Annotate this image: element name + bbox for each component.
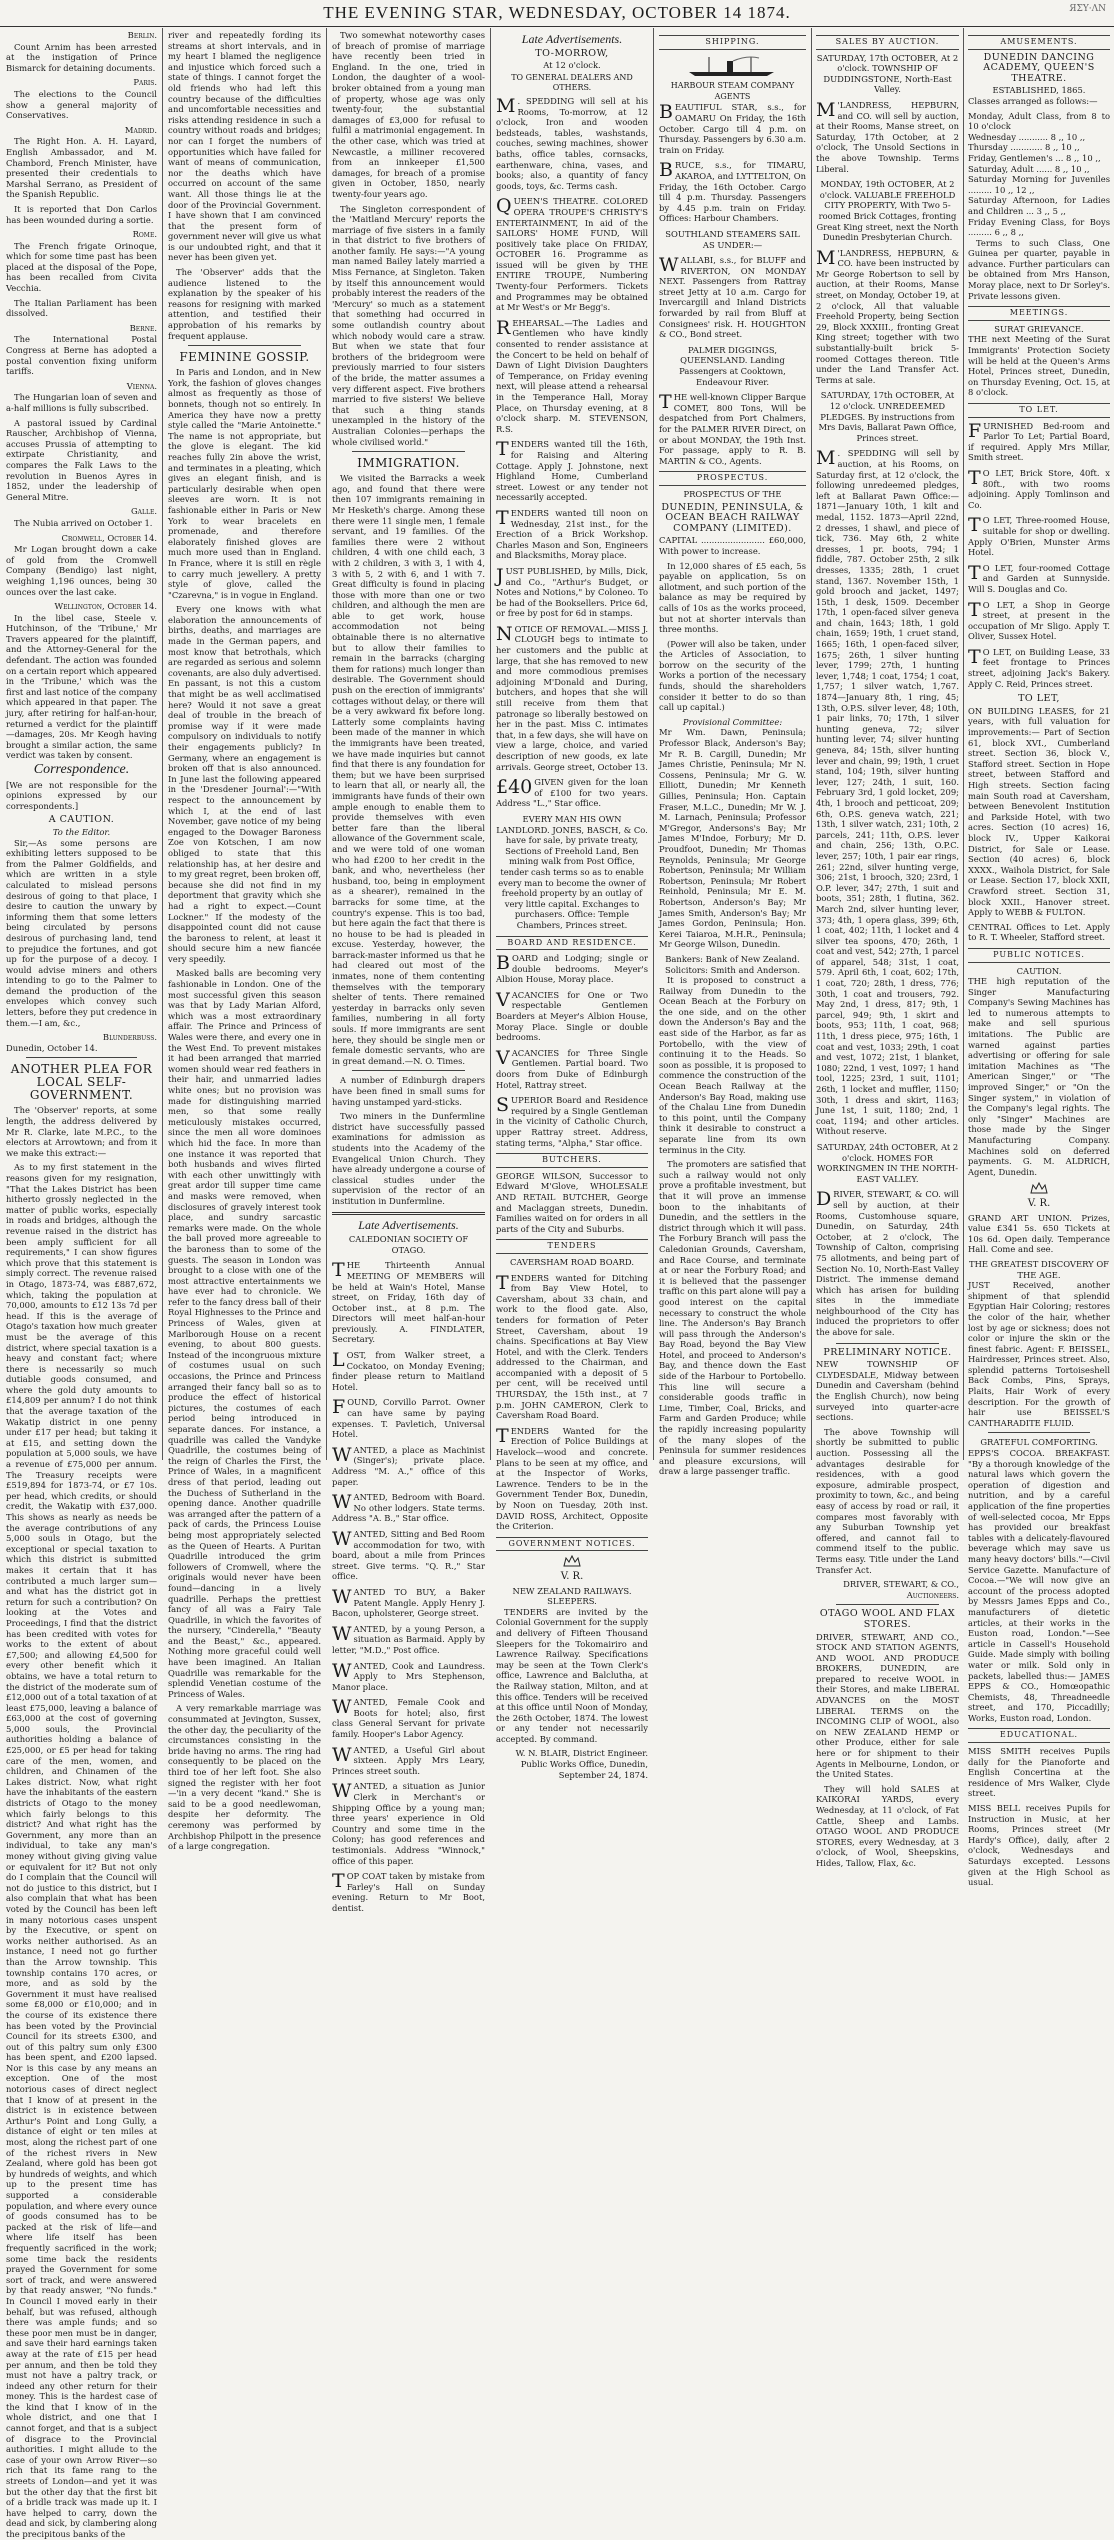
classified-ad <box>496 814 648 931</box>
classified-ad-text: ANTED, by a young Person, a situation as Barmaid. Apply by letter, "M.D.," Post office. <box>332 1623 485 1655</box>
board-ad <box>496 953 648 985</box>
class-row: Monday, Adult Class, from 8 to 10 o'clock <box>968 110 1110 132</box>
classified-ad <box>332 1781 485 1866</box>
tenders-heading: TENDERS <box>496 1239 648 1254</box>
telegram-item: The Right Hon. A. H. Layard, English Ambassador, and M. Chambord, French Minister, have presented their credentials to Marshal Serrano, as President of the Spanish Republic. <box>6 136 157 200</box>
steamship-icon <box>659 55 806 77</box>
drop-cap: W <box>332 1622 352 1645</box>
drop-cap: T <box>496 1271 509 1294</box>
caution-date: Dunedin, October 14. <box>6 1042 98 1053</box>
tender-ad <box>496 1257 648 1268</box>
classified-ad-text: HE Thirteenth Annual MEETING OF MEMBERS will be held at Wain's Hotel, Manse street, on Friday, 16th day of October inst., at 8 p.m. The Directors will meet half-an-hour previously. A. FINDLATER, Secretary. <box>332 1260 485 1345</box>
class-row: Saturday, Adult ...... 8 ,, 10 ,, <box>968 163 1090 174</box>
epps-title: GRATEFUL COMFORTING. <box>980 1437 1098 1448</box>
classified-ad-text: GIVEN given for the loan of £100 for two years. Address "L.," Star office. <box>496 777 648 809</box>
auction-ad <box>816 100 959 174</box>
preliminary-body: The above Township will shortly be submitted to public auction. Possessing all the advantages desirable for residences, with a good exposure, admirable prospect, proximity to town, &c., and being easy of access by road or rail, it compares most favorably with any Suburban Township yet offered, and cannot fail to commend itself to the public. Terms easy. Title under the Land Transfer Act. <box>816 1426 959 1575</box>
classified-ad <box>496 96 648 191</box>
public-notices-heading: PUBLIC NOTICES. <box>968 948 1110 963</box>
divider <box>188 345 301 346</box>
tender-ad-text: ENDERS Wanted for the Erection of Police Buildings at Havelock—wood and concrete. Plans to be seen at my office, and at the Inspector of Works, Lawrence. Tenders to be in the Government Tender Box, Dunedin, by Noon on Tuesday, 20th inst. DAVID ROSS, Architect, Opposite the Criterion. <box>496 1425 648 1532</box>
gossip-paragraph: Every one knows with what elaboration the announcements of births, deaths, and marriages are made in the German papers, and most know that betrothals, which are regarded as serious and solemn covenants, are also duly advertised. En passant, is not this a custom that might be as well acclimatised here? Would it not save a great deal of trouble in the breach of promise way if it were made compulsory on individuals to notify their engagements publicly? In Germany, where an engagement is broken off that is also announced. In June last the following appeared in the 'Dresdener Journal':—"With respect to the announcement by which I, at the end of last November, gave notice of my being engaged to the Dowager Baroness Zoe von Kotschen, I am now obliged to state that this relationship has, at her desire and to my great regret, been broken off, because she did not find in my deportment that gravity which she had a right to expect.—Count Lockner." If the modesty of the disappointed count did not cause the baroness to relent, at least it should secure him a new fiancée very speedily. <box>168 604 321 964</box>
late-ads-list <box>496 96 648 931</box>
to-let-ad <box>968 563 1110 595</box>
dateline: Wellington, October 14. <box>54 601 157 612</box>
classified-ad-text: CALEDONIAN SOCIETY OF OTAGO. <box>348 1234 469 1255</box>
classified-ad-text: EHEARSAL.—The Ladies and Gentlemen who have kindly consented to render assistance at the Concert to be held on behalf of Dawn of Light Division Daughters of Temperance, on Friday evening next, will please attend a rehearsal in the Temperance Hall, Moray Place, on Thursday evening, at 8 o'clock sharp. M. STEVENSON, R.S. <box>496 317 648 434</box>
drop-cap: L <box>332 1349 345 1372</box>
classified-ad <box>332 1661 485 1693</box>
telegram-item: The Italian Parliament has been dissolved. <box>6 297 157 319</box>
government-notice-signature: W. N. BLAIR, District Engineer. Public Works Office, Dunedin, September 24, 1874. <box>515 1748 648 1780</box>
telegram-item: The French frigate Orinoque, which for some time past has been placed at the disposal of the Pope, has been recalled from Civita Vecchia. <box>6 240 157 294</box>
caution-signature: Blunderbuss. <box>102 1032 157 1043</box>
classified-ad <box>332 1697 485 1739</box>
butchers-ad: GEORGE WILSON, Successor to Edward M'Glove, WHOLESALE AND RETAIL BUTCHER, George and Maclaggan streets, Dunedin. Families waited on for orders in all parts of the City and Suburbs. <box>496 1170 648 1234</box>
central-offices-ad: CENTRAL Offices to Let. Apply to R. T. Wheeler, Stafford street. <box>968 921 1110 943</box>
amusements-heading: AMUSEMENTS. <box>968 35 1110 50</box>
classes-intro: Classes arranged as follows:— <box>968 95 1098 106</box>
classified-ad-text: ANTED, a place as Machinist (Singer's); private place. Address "M. A.," office of this paper. <box>332 1444 485 1487</box>
gossip-paragraph: A very remarkable marriage was consummated at Jevington, Sussex, the other day, the peculiarity of the circumstances consisting in the bride having no arms. The ring had consequently to be placed on the third toe of her left foot. She also signed the register with her foot—'in a very decent "kand." She is said to be a good needlewoman, despite her deformity. The ceremony was performed by Archbishop Philpott in the presence of a large congregation. <box>168 1703 321 1852</box>
double-rule <box>332 1212 485 1215</box>
royal-cipher-text: V. R. <box>560 1570 584 1582</box>
tender-ad-text: CAVERSHAM ROAD BOARD. <box>509 1256 635 1267</box>
drop-cap: W <box>332 1696 352 1719</box>
drop-cap: Q <box>496 195 512 218</box>
telegram-item: It is reported that Don Carlos has been wounded during a sortie. <box>6 203 157 225</box>
gossip-paragraph: Masked balls are becoming very fashionable in London. One of the most successful given this season was that by Lady Marian Alford, which was a most extraordinary affair. The Prince and Princess of Wales were there, and every one in the West End. To prevent mistakes it had been arranged that married women should wear red feathers in their hair, and unmarried ladies white ones; but no provision was made for distinguishing married men, so that some really meticulously mistakes occurred, since the men all wore dominoes which hid the face. In more than one instance it was reported that both husbands and wives flirted with each other unwittingly with great ardor till supper time came and masks were removed, when disclosures of gravely interest took place, and sundry sarcastic remarks were made. On the whole the ball proved more agreeable to the baroness than to some of the guests. The season in London was brought to a close with one of the most attractive entertainments we have ever had to chronicle. We refer to the fancy dress ball of their Royal Highnesses to the Prince and Princess of Wales, given at Marlborough House on a recent evening, to about 800 guests. Instead of the incongruous mixture of costumes usual on such occasions, the Prince and Princess arranged their fancy ball so as to produce the effect of historical pictures, the costumes of each period being introduced in separate dances. For instance, a quadrille was called the Vandyke Quadrille, the costumes being of the reign of Charles the First, the Prince of Wales, in a magnificent dress of that period, leading out the Duchess of Sutherland in the opening dance. Another quadrille was arranged after the pattern of a pack of cards, the Princess Louise being most appropriately selected as the Queen of Hearts. A Puritan Quadrille introduced the grim followers of Cromwell, where the originals would never have been found—dancing in a lively quadrille. Perhaps the prettiest fancy of all was a Fairy Tale Quadrille, in which the favorites of the nursery, "Cinderella," "Beauty and the Beast," &c., appeared. Nothing more graceful could well have been imagined. An Italian Quadrille was remarkable for the splendid Venetian costume of the Princess of Wales. <box>168 968 321 1699</box>
caution-to: To the Editor. <box>52 826 111 837</box>
classified-ad-text: ANTED, Sitting and Bed Room accommodation for two, with board, about a mile from Princes street. Give terms. "Q. R.," Star office. <box>332 1528 485 1582</box>
to-let-ad-text: O LET, four-roomed Cottage and Garden at Sunnyside. Will S. Douglas and Co. <box>968 562 1110 594</box>
drop-cap: T <box>968 514 981 537</box>
to-let-heading: TO LET. <box>968 403 1110 418</box>
shipping-ad <box>659 392 806 466</box>
tomorrow-heading: TO-MORROW, <box>535 47 609 59</box>
classified-ad <box>332 1587 485 1619</box>
shipping-ad <box>659 345 806 387</box>
auction-ad-text: SATURDAY, 17th OCTOBER, At 12 o'clock. UNREDEEMED PLEDGES. By instructions from Mrs Davis, Ballarat Pawn Office, Princes street. <box>818 390 957 443</box>
to-let-ad-text: O LET, on Building Lease, 33 feet frontage to Princes street, adjoining Jack's Bakery. Apply C. Reid, Princes street. <box>968 646 1110 689</box>
shipping-ad-text: SOUTHLAND STEAMERS SAIL AS UNDER:— <box>665 228 800 250</box>
established: ESTABLISHED, 1865. <box>992 85 1086 96</box>
butchers-heading: BUTCHERS. <box>496 1153 648 1168</box>
plea-title: ANOTHER PLEA FOR LOCAL SELF-GOVERNMENT. <box>10 1062 153 1103</box>
surat-title: SURAT GRIEVANCE. <box>994 323 1084 334</box>
shipping-ad <box>659 102 806 155</box>
crown-icon <box>542 1554 602 1568</box>
column-6 <box>816 30 959 1868</box>
board-ad-text: UPERIOR Board and Residence required by a Single Gentleman in the vicinity of Catholic Church, upper Rattray street. Address, stating terms, "Alpha," Star office. <box>496 1095 648 1148</box>
shipping-ad-text: HE well-known Clipper Barque COMET, 800 Tons, Will be despatched from Port Chalmers, for the PALMER RIVER Direct, on or about MONDAY, the 19th Inst. For passage, apply to R. B. MARTIN & CO., Agents. <box>659 392 806 466</box>
board-ad-text: ACANCIES for Three Single Gentlemen. Partial board. Two doors from Duke of Edinburgh Hotel, Rattray street. <box>496 1047 648 1090</box>
drop-cap: D <box>816 1188 832 1211</box>
shipping-ad <box>659 255 806 340</box>
gossip-title: FEMININE GOSSIP. <box>179 350 310 365</box>
auction-ad-text: SATURDAY, 24th OCTOBER, At 2 o'clock. HOMES FOR WORKINGMEN IN THE NORTH-EAST VALLEY. <box>816 1141 959 1184</box>
drop-cap: W <box>659 254 679 277</box>
class-row: Saturday Morning for Juveniles ......... 10 ,, 12 ,, <box>968 174 1110 195</box>
classified-ad <box>496 566 648 619</box>
drop-cap: T <box>968 561 981 584</box>
classified-ad-text: ANTED, Cook and Laundress. Apply to Mrs Stephenson, Manor place. <box>332 1660 485 1692</box>
wool-stores-title: OTAGO WOOL AND FLAX STORES. <box>819 1608 956 1630</box>
plea-paragraph: As to my first statement in the reasons given for my resignation, "That the Lakes District has been hitherto grossly neglected in the matter of public works, especially in roads and bridges, although the revenue raised in the district has been amply sufficient for all requirements," I can show figures which prove that this statement is simply correct. The revenue raised in Otago, 1873-74, was £887,672, which, taking the population at 70,000, amounts to £12 13s 7d per head. If this is the average of Otago's taxation how much greater must be the average of this district, where special taxation is a heavy and constant fact; where there is necessarily so much dutiable goods consumed, and where the gold duty amounts to £14,809 per annum? I do not think that the average taxation of the Wakatip district in one penny under £17 per head; but taking it at £15, and setting down the population at 5,000 souls, we have a revenue of £75,000 per annum. The Treasury receipts were £519,894 for 1873-74, or £7 10s. per head, which credits, or should credit, the Wakatip with £37,000. This shows as nearly as needs be the average contributions of any 5,000 souls in Otago, but the exceptional or special taxation to which this district is submitted makes it certain that it has contributed a much larger sum—and what has the district got in return for such a contribution? On looking at the Votes and Proceedings, I find that the district has been credited with votes for works to the extent of about £7,500; and allowing £4,500 for every other benefit which it obtains, we have a total return to the district of the moderate sum of £12,000 out of a total taxation of at least £75,000, leaving a balance of £63,000 at the cost of governing 5,000 souls, the Provincial authorities holding a balance of £25,000, or £5 per head for taking care of the men, women, and children, and Chinamen of the Lakes district. Now, what right have the inhabitants of the eastern districts of Otago to the money which fairly belongs to this district? And what right has the Government, any more than an individual, to take any man's money without giving giving value or equivalent for it? But not only do I complain that the Council will not do justice to this district, but I also complain that what has been voted by the Council has been left in many notorious cases unspent by the Executive, or spent on works neither authorised. As an instance, I need not go further than the Arrow township. This township contains 170 acres, or more, and as sold by the Government it must have realised some £8,000 or £10,000; and in the course of its existence there has been voted by the Provincial Council for its streets £300, and out of this paltry sum only £300 has been spent, and £200 lapsed. Nor is this case by any means an exception. One of the most notorious cases of direct neglect that I know of at present in the district is in existence between Arthur's Point and Long Gully, a distance of eight or ten miles at most, along the richest part of one of the richest rivers in New Zealand, where gold has been got by hundreds of weights, and which up to the present time has supported a considerable population, and where every ounce of goods consumed has to be packed at the risk of life—and where life itself has been frequently sacrificed in the work; some time back the residents prayed the Government for some sort of track, and were answered by that ready answer, "No funds." In Council I moved early in their behalf, but was refused, although there was ample funds; and so these poor men must be in danger, and save their hard earnings taken away at the rate of £15 per head per annum, and then be told they must not have a paltry track, or indeed any other return for their money. This is the hardest case of the kind that I know of in the whole district, and one that I cannot forget, and that is a subject of disgrace to the Provincial authorities. I might allude to the case of your own Arrow River—so rich that its fame rang to the streets of London—and yet it was but the other day that the first bit of a bridle track was made up it. I have helped to carry, down the dead and sick, by clambering along the precipitous banks of the <box>6 1162 157 2539</box>
dateline: Berlin. <box>127 30 157 40</box>
auction-ad-text: SATURDAY, 17th OCTOBER, At 2 o'clock. TOWNSHIP OF DUDDINGSTONE, North-East Valley. <box>816 52 959 95</box>
dateline: Paris. <box>133 77 157 88</box>
auction-ad <box>816 1142 959 1184</box>
five-sisters-paragraph: The Singleton correspondent of the 'Maitland Mercury' reports the marriage of five sisters in a family in that district to five brothers of another family. He says:—"A young man named Bailey lately married a Miss Fernance, at Singleton. Taken by itself this announcement would probably interest the readers of the 'Mercury' so much as a statement that something had occurred in some outlandish country about which nobody would care a straw. But when we state that four brothers of the bridegroom were previously married to four sisters of the bride, the matter assumes a very different aspect. Five brothers married to five sisters! We believe that such a thing stands unexampled in the history of the Australian Colonies—perhaps the whole civilised world." <box>332 203 485 447</box>
prospectus-of: PROSPECTUS OF THE <box>683 488 782 499</box>
board-ad <box>496 990 648 1043</box>
miss-bell-ad: MISS BELL receives Pupils for Instruction in Music, at her Rooms, Princes street (Mr Hardy's Office), daily, after 2 o'clock, Wednesdays and Saturdays excepted. Lessons given at the High School as usual. <box>968 1803 1110 1888</box>
note-paragraph: Two miners in the Dunfermline district have successfully passed examinations for admission as students into the Academy of the Evangelical Union Church. They have already undergone a course of classical studies under the supervision of the rector of an institution in Dunfermline. <box>332 1111 485 1206</box>
drop-cap: W <box>332 1527 352 1550</box>
singer-caution-ad: THE high reputation of the Singer Manufacturing Company's Sewing Machines has led to numerous attempts to make and sell spurious imitations. The Public are warned against parties advertising or offering for sale imitation Machines as "The American Singer," or "The improved Singer," or "On the Singer system," in violation of the Company's legal rights. The only "Singer" Machines are those made by the Singer Manufacturing Company. Machines sold on deferred payments. G. M. ALDRICH, Agent, Dunedin. <box>968 976 1110 1177</box>
prospectus-capital: CAPITAL ........................ £60,000, With power to increase. <box>659 535 806 556</box>
drop-cap: F <box>332 1396 346 1419</box>
classified-ad <box>332 1624 485 1656</box>
plea-continued: river and repeatedly fording its streams at short intervals, and in my heart I blamed the negligence and injustice which forced such a state of things. I cannot forget the old friends who had left this country because of the difficulties and uncomfortable necessities and risks attending residence in such a country without roads and bridges; nor can I forget the numbers of opportunities which have failed for want of means of communication, nor the deaths which have occurred on account of the same want. All those things lie at the door of the Provincial Government. I have shown that I am convinced that the present form of government never will give us what is our undoubted right, and that it never has been given yet. <box>168 30 321 263</box>
classified-ad-text: ENDERS wanted till noon on Wednesday, 21st inst., for the Erection of a Brick Workshop. Charles Mason and Son, Engineers and Blacksmiths, Moray place. <box>496 507 648 561</box>
to-let-ad <box>968 600 1110 642</box>
drop-cap: M <box>496 94 516 117</box>
preliminary-signature: DRIVER, STEWART, & CO., Auctioneers. <box>843 1579 959 1600</box>
royal-cipher <box>496 1554 648 1582</box>
drop-cap: V <box>496 1046 510 1069</box>
late-ads-title: Late Advertisements. <box>358 1217 459 1232</box>
telegram-item: Count Arnim has been arrested at the instigation of Prince Bismarck for detaining documents. <box>6 41 157 73</box>
column-rule <box>326 28 327 1460</box>
drop-cap: W <box>332 1780 352 1803</box>
wool-stores-ad: DRIVER, STEWART, AND CO., STOCK AND STATION AGENTS, AND WOOL AND PRODUCE BROKERS, DUNEDIN, are prepared to receive WOOL in their Stores, and make LIBERAL ADVANCES on the MOST LIBERAL TERMS on the INCOMING CLIP of WOOL, also on NEW ZEALAND HEMP or other Produce, either for sale here or for shipment to their Agents in Melbourne, London, or the United States. <box>816 1631 959 1780</box>
shipping-heading: SHIPPING. <box>659 35 806 50</box>
auction-ad <box>816 1189 959 1337</box>
dancing-academy-title: DUNEDIN DANCING ACADEMY, QUEEN'S THEATRE. <box>983 51 1095 84</box>
class-row: Wednesday ........... 8 ,, 10 ,, <box>968 131 1086 142</box>
tender-ad <box>496 1273 648 1421</box>
drop-cap: B <box>659 101 673 124</box>
prospectus-paragraph: In 12,000 shares of £5 each, 5s payable on application, 5s on allotment, and such portion of the balance as may be required by calls of 10s as the works proceed, but not at shorter intervals than three months. <box>659 560 806 635</box>
classes-list <box>968 111 1110 238</box>
shipping-ad <box>659 229 806 250</box>
government-heading: GOVERNMENT NOTICES. <box>496 1537 648 1552</box>
drop-cap: M <box>816 98 836 121</box>
solicitors: Solicitors: Smith and Anderson. <box>664 964 801 975</box>
classified-ad <box>332 1871 485 1913</box>
sleepers-title: SLEEPERS. <box>547 1596 597 1607</box>
shipping-ad-text: PALMER DIGGINGS, QUEENSLAND. Landing Passengers at Cooktown, Endeavour River. <box>679 344 786 387</box>
drop-cap: W <box>332 1659 352 1682</box>
telegram-item: In the libel case, Steele v. Hutchinson, of the 'Tribune,' Mr Travers appeared for the plaintiff, and the Attorney-General for the defendant. The action was founded on a certain report which appeared in the 'Tribune,' which was the first and last notice of the company which appeared in that paper. The jury, after retiring for half-an-hour, returned a verdict for the plaintiff—damages, 20s. Mr Keogh having brought a similar action, the same verdict was taken by consent. <box>6 612 157 761</box>
gossip-paragraph: In Paris and London, and in New York, the fashion of gloves changes almost as frequently as those of bonnets, though not so entirely. In America they have now a pretty style called the "Marie Antoinette." The name is not appropriate, but the glove is elegant. The kid reaches fully 2in above the wrist, and terminates in a pleating, which gives an elegant finish, and is particularly desirable when open sleeves are worn. It is not fashionable either in Paris or New York to wear bracelets en promenade, and therefore elaborately finished gloves are much more used than in England. In France, where it is still en règle to carry much jewellery. A pretty style of glove, called the "Czarevna," is in vogue in England. <box>168 367 321 600</box>
drop-cap: M <box>816 447 836 470</box>
discovery-ad: JUST Received, another shipment of that splendid Egyptian Hair Coloring; restores the color of the hair, whether lost by age or sickness; does not color or injure the skin or the finest fabric. Agent: F. BEISSEL, Hairdresser, Princes street. Also, splendid patterns Tortoiseshell Back Combs, Pins, Sprays, Plaits, Hair Work of every description. For the growth of hair use BEISSEL'S CANTHARADITE FLUID. <box>968 1280 1110 1428</box>
to-let-ad <box>968 515 1110 557</box>
drop-cap: J <box>496 564 504 587</box>
telegram-item: Mr Logan brought down a cake of gold from the Cromwell Company (Bendigo) last night, weighing 1,196 ounces, being 30 ounces over the last cake. <box>6 544 157 597</box>
classified-ad <box>332 1350 485 1392</box>
classified-ad <box>332 1234 485 1255</box>
miss-smith-ad: MISS SMITH receives Pupils daily for the Pianoforte and English Concertina at the residence of Mrs Walker, Clyde street. <box>968 1746 1110 1799</box>
government-notice-body: TENDERS are invited by the Colonial Government for the supply and delivery of Fifteen Thousand Sleepers for the Tokomairiro and Lawrence Railway. Specifications may be seen at the Town Clerk's office, Lawrence and Balclutha, at the Railway station, Milton, and at this office. Tenders will be received at this office until Noon of Monday, the 26th October, 1874. The lowest or any tender not necessarily accepted. By command. <box>496 1606 648 1744</box>
divider <box>988 1432 1090 1433</box>
column-5 <box>659 30 806 1477</box>
classified-ad <box>496 624 648 772</box>
classes-terms: Terms to such Class, One Guinea per quarter, payable in advance. Further particulars can be obtained from Mrs Hanson, Moray place, next to Dr Sorley's. Private lessons given. <box>968 237 1110 301</box>
railways-title: NEW ZEALAND RAILWAYS. <box>512 1585 632 1596</box>
meetings-heading: MEETINGS. <box>968 306 1110 321</box>
class-row: Thursday ............ 8 ,, 10 ,, <box>968 142 1080 153</box>
classified-ad-text: . SPEDDING will sell at his Rooms, To-morrow, at 12 o'clock, Iron and wooden bedsteads, tables, washstands, couches, sewing machines, shower baths, office tables, cornsacks, earthenware, china, vases, and books; also, a quantity of fancy goods, toys, &c. Terms cash. <box>496 95 648 191</box>
classified-ad <box>496 196 648 313</box>
classified-ad <box>332 1529 485 1582</box>
shipping-ad-text: ALLABI, s.s., for BLUFF and RIVERTON, ON MONDAY NEXT. Passengers from Rattray street Jetty at 10 a.m. Cargo for Invercargill and Inland Districts forwarded by rail from Bluff at Consignees' risk. H. HOUGHTON & CO., Bond street. <box>659 255 806 340</box>
classified-ad <box>332 1745 485 1777</box>
classified-ad-text: OST, from Walker street, a Cockatoo, on Monday Evening; finder please return to Maitland Hotel. <box>332 1350 485 1392</box>
drop-cap: T <box>496 1424 509 1447</box>
dateline: Vienna. <box>126 380 157 391</box>
royal-cipher-text: V. R. <box>1027 1197 1051 1209</box>
auction-ad-text: . SPEDDING will sell by auction, at his Rooms, on Saturday first, at 12 o'clock, the following unredeemed pledges, left at Ballarat Pawn Office:— 1871—January 10th, 1 kilt and medal, 1152. 1873—April 22nd, 2 dresses, 1 shawl, and piece of tick, 736. May 6th, 2 white dresses, 1 pr. boots, 794; 1 fiddle, 787. October 25th, 2 silk dresses, 1335; 28th, 1 cruet stand, 1367. November 15th, 1 gold brooch and jacket, 1497; 15th, 1 desk, 1509. December 17th, 1 open-faced silver geneva and chain, 1643; 18th, 1 gold chain, 1659; 19th, 1 cruet stand, 1665; 16th, 1 open-faced silver, 1675; 26th, 1 silver hunting lever, 1799; 27th, 1 hunting lever, 1,748; 1 coat, 1754; 1 coat, 1,757; 1 silver watch, 1,767. 1874—January 8th, 1 ring, 45; 13th, O.P.S. silver lever, 48; 10th, 1 pair links, 70; 17th, 1 silver hunting geneva, 72; silver hunting lever, 74; silver hunting geneva, 84; 15th, silver hunting lever and chain, 99; 19th, 1 cruet stand, 104; 19th, silver hunting lever, 127; 24th, 1 suit, 160. February 3rd, 1 gold locket, 209; 4th, 1 brooch and petticoat, 209; 6th, O.P.S. geneva watch, 221; 13th, 1 silver watch, 231; 10th, 2 parcels, 241; 11th, O.P.S. lever and chain, 256; 13th, O.P.C. lever, 257; 10th, 1 pair ear rings, 261; 22nd, silver hunting verge, 306; 21st, 1 brooch, 320; 23rd, 1 O.P. lever, 347; 27th, 1 suit and boots, 351; 28th, 1 flutina, 362. March 2nd, silver hunting lever, 373; 4th, 1 opera glass, 399; 6th, 1 coat, 402; 11th, 1 locket and 4 silver tea spoons, 470; 26th, 1 coat and vest, 542; 27th, 1 parcel of apparel, 548; 31st, 1 coat, 579. April 6th, 1 coat, 602; 17th, 1 coat, 720; 28th, 1 dress, 776; 30th, 1 coat and trousers, 792. May 2nd, 1 dress, 817; 9th, 1 parcel, 949; 9th, 1 skirt and boots, 953; 11th, 1 coat, 968; 11th, 1 dress piece, 975; 16th, 1 coat and vest, 1033; 29th, 1 coat and vest, 1072; 21st, 1 blanket, 1080; 22nd, 1 vest, 1097; 1 hand tool, 1225; 23rd, 1 suit, 1101; 26th, 1 locket and muffler, 1150; 30th, 1 dress and skirt, 1163; June 1st, 1 suit, 1180; 2nd, 1 coat, 1194; and other articles. Without reserve. <box>816 448 959 1137</box>
tender-ad <box>496 1426 648 1532</box>
classified-ad-text: OUND, Corvillo Parrot. Owner can have same by paying expenses. T. Pavletich, Universal Hotel. <box>332 1397 485 1440</box>
wool-stores-more: They will hold SALES at KAIKORAI YARDS, every Wednesday, at 11 o'clock, of Fat Cattle, Sheep and Lambs. OTAGO WOOL AND PRODUCE STORES, every Wednesday, at 3 o'clock, of Wool, Sheepskins, Hides, Tallow, Flax, &c. <box>816 1783 959 1868</box>
epps-ad: EPPS'S COCOA. BREAKFAST. "By a thorough knowledge of the natural laws which govern the operation of digestion and nutrition, and by a careful application of the fine properties of well-selected cocoa, Mr Epps has provided our breakfast tables with a delicately-flavoured beverage which may save us many heavy doctors' bills."—Civil Service Gazette. Manufacture of Cocoa.—"We will now give an account of the process adopted by Messrs James Epps and Co., manufacturers of dietetic articles, at their works in the Euston road, London."—See article in Cassell's Household Guide. Made simply with boiling water or milk. Sold only in packets, labelled thus:— JAMES EPPS & CO., Homœopathic Chemists, 48, Threadneedle street, and 170, Piccadilly; Works, Euston road, London. <box>968 1448 1110 1723</box>
classified-ad-text: EVERY MAN HIS OWN LANDLORD. JONES, BASCH, & Co. have for sale, by private treaty, Sections of Freehold Land, Ben mining walk from Post Office, tender cash terms so as to enable every man to become the owner of freehold property by an outlay of very little capital. Exchanges to purchasers. Office: Temple Chambers, Princes street. <box>496 813 648 930</box>
drop-cap: W <box>332 1443 352 1466</box>
to-let-ad-text: URNISHED Bed-room and Parlor To Let; Partial Board, if required. Apply Mrs Millar, Smith street. <box>968 420 1110 463</box>
tomorrow-time: At 12 o'clock. <box>543 60 601 71</box>
drop-cap: T <box>332 1870 345 1893</box>
to-let-ad-text: O LET, Three-roomed House, suitable for shop or dwelling. Apply O'Brien, Munster Arms Hotel. <box>968 515 1110 558</box>
classified-ad-text: UST PUBLISHED, by Mills, Dick, and Co., "Arthur's Budget, or Notes and Notions," by Coloneo. To be had of the Booksellers. Price 6d, or free by post for 6d in stamps. <box>496 565 648 619</box>
building-leases-ad: ON BUILDING LEASES, for 21 years, with full valuation for improvements:— Part of Section 61, block XVI., Cumberland street. Section 36, block V., Stafford street. Section in Hope street, between Stafford and High streets. Section facing main South road at Caversham, between Benevolent Institution and Parkside Hotel, with two acres. Section (10 acres) 16, block IV., Upper Kaikorai District, for Sale or Lease. Section (40 acres) 6, block XXXX., Waihola District, for Sale or Lease. Section 17, block XXII, Crawford street. Section 31, block XXII., Hanover street. Apply to WEBB & FULTON. <box>968 705 1110 918</box>
preliminary-head: NEW TOWNSHIP OF CLYDESDALE, Midway between Dunedin and Caversham (behind the English Church), now being surveyed into quarter-acre sections. <box>816 1359 959 1423</box>
to-let-ad <box>968 421 1110 463</box>
to-let-ad-text: O LET, Brick Store, 40ft. x 80ft., with two rooms adjoining. Apply Tomlinson and Co. <box>968 467 1110 510</box>
column-rule <box>490 28 491 1460</box>
divider <box>26 1057 137 1058</box>
to-let-list <box>968 421 1110 690</box>
classified-ad-text: UEEN'S THEATRE. COLORED OPERA TROUPE'S CHRISTY'S ENTERTAINMENT, In aid of the SAILORS' HOME FUND, Will positively take place On FRIDAY, OCTOBER 16. Programme as issued will be given by THE ENTIRE TROUPE, Numbering Twenty-four Performers. Tickets and Programmes may be obtained at Mr West's or Mr Begg's. <box>496 196 648 313</box>
dealers-heading: TO GENERAL DEALERS AND OTHERS. <box>511 72 633 93</box>
classified-ad <box>332 1445 485 1487</box>
shipping-ads-list <box>659 102 806 466</box>
prospectus-paragraph: The promoters are satisfied that such a railway would not only prove a profitable investment, but that it will prove an immense boon to the inhabitants of Dunedin, and the settlers in the district through which it will pass. The Forbury Branch will pass the Caledonian Grounds, Caversham, and Race Course, and terminate at or near the Forbury Road; and it is believed that the passenger traffic on this part alone will pay a good interest on the capital necessary to construct the whole line. The Anderson's Bay Branch will pass through the Anderson's Bay Road, beyond the Bay View Hotel, and proceed to Anderson's Bay, and thence down the East side of the Harbour to Portobello. This line will secure a considerable goods traffic in Lime, Timber, Coal, Bricks, and Farm and Garden Produce; while the rapidly increasing popularity of the many slopes of the Peninsula for summer residences and pleasure excursions, will draw a large passenger traffic. <box>659 1159 806 1477</box>
telegram-item: A pastoral issued by Cardinal Rauscher, Archbishop of Vienna, accuses Prussia of attempting to extirpate Christianity, and compares the Falk Laws to the revolution in Buenos Ayres in 1852, under the leadership of General Mitre. <box>6 417 157 502</box>
classified-ad <box>332 1260 485 1345</box>
drop-cap: T <box>968 645 981 668</box>
drop-cap: V <box>496 988 510 1011</box>
shipping-ad <box>659 160 806 224</box>
to-let-ad <box>968 468 1110 510</box>
auction-ad <box>816 390 959 443</box>
class-row: Friday, Gentlemen's ... 8 ,, 10 ,, <box>968 152 1101 163</box>
auction-ad <box>816 179 959 243</box>
late-ads-title: Late Advertisements. <box>521 32 623 46</box>
correspondence-heading: Correspondence. <box>33 762 130 777</box>
note-paragraph: A number of Edinburgh drapers have been fined in small sums for having unstamped yard-sticks. <box>332 1075 485 1107</box>
masthead-corner-mark: ЯΣY·ΛN <box>1069 4 1106 14</box>
to-let-ad <box>968 647 1110 689</box>
divider <box>352 1070 465 1071</box>
drop-cap: W <box>332 1585 352 1608</box>
royal-cipher <box>968 1181 1110 1209</box>
column-rule <box>963 28 964 1460</box>
to-let-leases-title: TO LET, <box>1018 693 1060 705</box>
column-2 <box>168 30 321 1852</box>
telegram-item: The Nubia arrived on October 1. <box>14 517 153 528</box>
breach-of-promise-paragraph: Two somewhat noteworthy cases of breach of promise of marriage have recently been tried in England. In the one, tried in London, the daughter of a wool-broker obtained from a young man of property, whose age was only twenty-four, the substantial damages of £3,000 for refusal to fulfil a matrimonial engagement. In the other case, which was tried at Newcastle, a milliner recovered from an innkeeper £1,500 damages, for breach of a promise given in October, 1850, nearly twenty-four years ago. <box>332 30 485 199</box>
caution-title: A CAUTION. <box>48 814 115 826</box>
drop-cap: T <box>332 1259 345 1282</box>
plea-continued-2: The 'Observer' adds that the audience listened to the explanation by the speaker of his reasons for resigning with marked attention, and testified their approbation of his remarks by frequent applause. <box>168 267 321 341</box>
board-ads-list <box>496 953 648 1148</box>
prospectus-company: DUNEDIN, PENINSULA, & OCEAN BEACH RAILWAY COMPANY (LIMITED). <box>661 501 804 534</box>
drop-cap: T <box>968 466 981 489</box>
art-union-ad: GRAND ART UNION. Prizes, value £341 5s. 650 Tickets at 10s 6d. Open daily. Temperance Hall. Come and see. <box>968 1212 1110 1255</box>
column-rule <box>653 28 654 1460</box>
classified-ad <box>496 777 648 809</box>
prospectus-paragraph: It is proposed to construct a Railway from Dunedin to the Ocean Beach at the Forbury on the one side, and on the other down the Anderson's Bay and the east side of the Harbor, as far as Portobello, with the view of continuing it to the Heads. So soon as possible, it is proposed to commence the construction of the Ocean Beach Railway at the Anderson's Bay Road, making use of the Chalau Line from Dunedin to this point, until the Company think it desirable to construct a separate line from its own terminus in the City. <box>659 975 806 1155</box>
drop-cap: W <box>332 1743 352 1766</box>
plea-paragraph: The 'Observer' reports, at some length, the address delivered by Mr R. Clarke, late M.P.C., to the electors at Arrowtown; and from it we make this extract:— <box>6 1105 157 1158</box>
board-heading: BOARD AND RESIDENCE. <box>496 936 648 951</box>
drop-cap: N <box>496 622 513 645</box>
drop-cap: T <box>496 438 509 461</box>
divider <box>836 1343 939 1344</box>
drop-cap: T <box>968 598 981 621</box>
drop-cap: T <box>659 391 672 414</box>
column-rule <box>811 28 812 1460</box>
board-ad <box>496 1048 648 1090</box>
drop-cap: M <box>816 246 836 269</box>
sales-heading: SALES BY AUCTION. <box>816 35 959 50</box>
masthead-title: THE EVENING STAR, WEDNESDAY, OCTOBER 14 1874. <box>323 3 791 22</box>
divider <box>352 451 465 452</box>
board-ad <box>496 1095 648 1148</box>
classified-ad <box>332 1492 485 1524</box>
auction-ad-text: 'LANDRESS, HEPBURN, and CO. will sell by auction, at their Rooms, Manse street, on Saturday, 17th October, at 2 o'clock, The Unsold Sections in the above Township. Terms Liberal. <box>816 99 959 174</box>
classified-ad <box>496 318 648 435</box>
classified-ad-text: OP COAT taken by mistake from Farley's Hall on Sunday evening. Return to Mr Boot, dentist. <box>332 1871 485 1913</box>
preliminary-title: PRELIMINARY NOTICE. <box>823 1346 952 1358</box>
class-row: Friday Evening Class, for Boys ......... 6 ,, 8 ,, <box>968 216 1110 238</box>
prospectus-paragraph: (Power will also be taken, under the Articles of Association, to borrow on the security of the Works a portion of the necessary funds, should the shareholders consider it better to do so than call up capital.) <box>659 638 806 713</box>
column-7 <box>968 30 1110 1888</box>
auction-ad <box>816 53 959 95</box>
tenders-list <box>496 1257 648 1532</box>
bankers: Bankers: Bank of New Zealand. <box>665 953 800 964</box>
drop-cap: B <box>659 159 673 182</box>
auction-ad-text: 'LANDRESS, HEPBURN, & CO. have been instructed by Mr George Robertson to sell by auction, at their Rooms, Manse street, on Monday, October 19, at 2 o'clock, All that valuable Freehold Property, being Section 29, Block XXXIII., fronting Great King street; together with two substantially-built brick 5-roomed Cottages thereon. Title under the Land Transfer Act. Terms at sale. <box>816 247 959 385</box>
classified-ad-text: ANTED, a Useful Girl about sixteen. Apply Mrs Leary, Princes street south. <box>332 1744 485 1776</box>
dateline: Madrid. <box>124 124 157 135</box>
to-let-ad-text: O LET, a Shop in George street, at present in the occupation of Mr Sligo. Apply T. Oliver, Sussex Hotel. <box>968 599 1110 642</box>
committee-title: Provisional Committee: <box>682 716 783 727</box>
telegram-briefs <box>6 30 157 761</box>
column-1 <box>6 30 157 2539</box>
telegram-item: The International Postal Congress at Berne has adopted a postal convention fixing uniform tariffs. <box>6 334 157 377</box>
masthead <box>0 0 1114 27</box>
late-ads-list <box>332 1234 485 1913</box>
column-rule <box>162 28 163 1460</box>
shipping-ad-text: RUCE, s.s., for TIMARU, AKAROA, and LYTTELTON, On Friday, the 16th October. Cargo till 4 p.m. Thursday. Passengers by 4.45 p.m. train on Friday. Offices: Harbour Chambers. <box>659 160 806 224</box>
board-ad-text: ACANCIES for One or Two respectable Gentlemen Boarders at Meyer's Albion House, Moray Place. Single or double bedrooms. <box>496 989 648 1043</box>
tender-ad-text: ENDERS wanted for Ditching from Bay View Hotel, to Caversham, about 33 chain, and work to the flood gate. Also, tenders for formation of Peter Street, Caversham, about 19 chains. Specifications at Bay View Hotel, and with the Clerk. Tenders addressed to the Chairman, and accompanied with a deposit of 5 per cent, will be received until THURSDAY, the 15th inst., at 7 p.m. JOHN CAMERON, Clerk to Caversham Road Board. <box>496 1272 648 1421</box>
classified-ad-text: ANTED, Bedroom with Board. No other lodgers. State terms. Address "A. B.," Star office. <box>332 1492 485 1524</box>
immigration-paragraph: We visited the Barracks a week ago, and found that there were then 107 immigrants remaining in Mr Hesketh's charge. Among these there were 11 single men, 1 female servant, and 19 families. Of the families there were 2 without children, 4 with one child each, 3 with 2 children, 3 with 3, 1 with 4, 3 with 5, 2 with 6, and 1 with 7. Great difficulty is found in placing those with more than one or two children, and although the men are able to get work, house accommodation not being obtainable there is no alternative but to allow their families to remain in the barracks (charging them for rations) much longer than desirable. The Government should push on the erection of immigrants' cottages without delay, or there will be a very awkward fix before long. Latterly some complaints having been made of the manner in which the immigrants have been treated, we have made inquiries but cannot find that there is any foundation for them; but we have been surprised to learn that all, or nearly all, the immigrants have funds of their own ample enough to enable them to provide themselves with even better fare than the liberal allowance of the Government scale, and we were told of one woman who had £200 to her credit in the bank, and who, nevertheless (her husband, too, being in employment as a shearer), remained in the barracks for some time, at the country's expense. This is too bad, but here again the fact that there is no house to be had is pleaded in excuse. Yesterday, however, the barrack-master informed us that he had cleared out most of the inmates, none of them contenting themselves with the temporary shelter of tents. There remained yesterday in barracks only seven families, numbering in all forty souls. If more immigrants are sent here, they should be single men or female domestic servants, who are in great demand.—N. O. Times. <box>332 473 485 1066</box>
auction-ad-text: MONDAY, 19th OCTOBER, At 2 o'clock. VALUABLE FREEHOLD CITY PROPERTY, With Two 5-roomed Brick Cottages, fronting Great King street, next the North Dunedin Presbyterian Church. <box>816 179 959 243</box>
committee-list: Mr Wm. Dawn, Peninsula; Professor Black, Anderson's Bay; Mr R. B. Cargill, Dunedin; Mr James Christie, Peninsula; Mr N. Cossens, Peninsula; Mr G. W. Elliott, Dunedin; Mr Kenneth Gillies, Peninsula; Hon. Captain Fraser, M.L.C., Dunedin; Mr W. J. M. Larnach, Peninsula; Professor M'Gregor, Andersons's Bay; Mr James M'Indoe, Forbury; Mr D. Proudfoot, Dunedin; Mr Thomas Reynolds, Peninsula; Mr George Robertson, Peninsula; Mr William Robertson, Peninsula; Mr Robert Reinhold, Peninsula; Mr E. M. Robertson, Anderson's Bay; Mr James Smith, Anderson's Bay; Mr James Gordon, Peninsula; Hon. Kerei Taiaroa, M.H.R., Peninsula; Mr George Wilson, Dunedin. <box>659 727 806 950</box>
classified-ad-text: ANTED, Female Cook and Boots for hotel; also, first class General Servant for private family. Hooper's Labor Agency. <box>332 1697 485 1740</box>
classified-ad <box>332 1397 485 1439</box>
dateline: Galle. <box>130 506 157 517</box>
auction-ad-text: RIVER, STEWART, & CO. will sell by auction, at their Rooms, Customhouse square, Dunedin, on Saturday, 24th October, at 2 o'clock, The Township of Calton, comprising 75 allotments, and being part of Section No. 10, North-East Valley District. The immense demand which has arisen for building sites in the immediate neighbourhood of the City has induced the proprietors to offer the above for sale. <box>816 1189 959 1338</box>
crown-icon <box>1009 1181 1069 1195</box>
drop-cap: R <box>496 316 511 339</box>
classified-ad-text: ENDERS wanted till the 16th, for Raising and Altering Cottage. Apply J. Johnstone, next Highland Home, Cumberland street. Lowest or any tender not necessarily accepted. <box>496 439 648 503</box>
shipping-ad-text: EAUTIFUL STAR, s.s., for OAMARU On Friday, the 16th October. Cargo till 4 p.m. on Thursday. Passengers by 6.30 a.m. train on Friday. <box>659 102 806 155</box>
caution-body: Sir,—As some persons are exhibiting letters supposed to be from the Palmer Goldfields, and which are written in a style calculated to mislead persons desirous of going to that place, I desire to caution the unwary by informing them that some letters being circulated by persons desirous of purchasing land, tend to prejudice the fortunes, and got up for the purpose of a decoy. I would advise miners and others intending to go to the Palmer to demand the production of the envelopes which convey such letters, before they put credence in them.—I am, &c., <box>6 837 157 1028</box>
class-row: Saturday Afternoon, for Ladies and Children ... 3 ,, 5 ,, <box>968 195 1110 216</box>
telegram-item: The elections to the Council show a general majority of Conservatives. <box>6 88 157 121</box>
drop-cap: F <box>968 419 982 442</box>
drop-cap: B <box>496 952 510 975</box>
classified-ad-text: ANTED, a situation as Junior Clerk in Merchant's or Shipping Office by a young man; three years' experience in Old Country and some time in the Colony; has good references and testimonials. Address "Winnock," office of this paper. <box>332 1781 485 1866</box>
board-ad-text: OARD and Lodging; single or double bedrooms. Meyer's Albion House, Moray place. <box>496 953 648 985</box>
prospectus-heading: PROSPECTUS. <box>659 471 806 486</box>
dateline: Rome. <box>132 229 157 240</box>
harbour-company-heading: HARBOUR STEAM COMPANY AGENTS <box>670 81 795 101</box>
dateline: Cromwell, October 14. <box>61 532 157 543</box>
auction-ad <box>816 448 959 1137</box>
classified-ad-text: ANTED TO BUY, a Baker Patent Mangle. Apply Henry J. Bacon, upholsterer, George street. <box>332 1586 485 1619</box>
discovery-title: THE GREATEST DISCOVERY OF THE AGE. <box>968 1258 1109 1280</box>
drop-cap: T <box>496 506 509 529</box>
drop-cap: £40 <box>496 776 533 799</box>
classified-ad <box>496 508 648 561</box>
surat-ad: THE next Meeting of the Surat Immigrants' Protection Society will be held at the Queen's Arms Hotel, Princes street, Dunedin, on Thursday Evening, Oct. 15, at 8 o'clock. <box>968 334 1110 398</box>
dateline: Berne. <box>129 322 157 333</box>
correspondence-note: [We are not responsible for the opinions expressed by our correspondents.] <box>6 779 157 811</box>
immigration-title: IMMIGRATION. <box>357 456 460 471</box>
auction-ads-list <box>816 53 959 1338</box>
auction-ad <box>816 248 959 386</box>
educational-heading: EDUCATIONAL. <box>968 1728 1110 1743</box>
classified-ad <box>496 439 648 503</box>
drop-cap: W <box>332 1491 352 1514</box>
divider <box>836 1604 939 1605</box>
column-4 <box>496 30 648 1780</box>
telegram-item: The Hungarian loan of seven and a-half millions is fully subscribed. <box>6 392 157 413</box>
column-3 <box>332 30 485 1913</box>
drop-cap: S <box>496 1094 510 1117</box>
singer-caution-title: CAUTION. <box>1016 965 1062 976</box>
classified-ad-text: OTICE OF REMOVAL.—MISS J. CLOUGH begs to intimate to her customers and the public at large, that she has removed to new and more commodious premises adjoining M'Donald and During, butchers, and hopes that she will still receive from them that patronage so liberally bestowed on her in the past. Miss C. intimates that, in a few days, she will have on view a large, choice, and varied description of new goods, ex late arrivals. George street, October 13. <box>496 623 648 772</box>
